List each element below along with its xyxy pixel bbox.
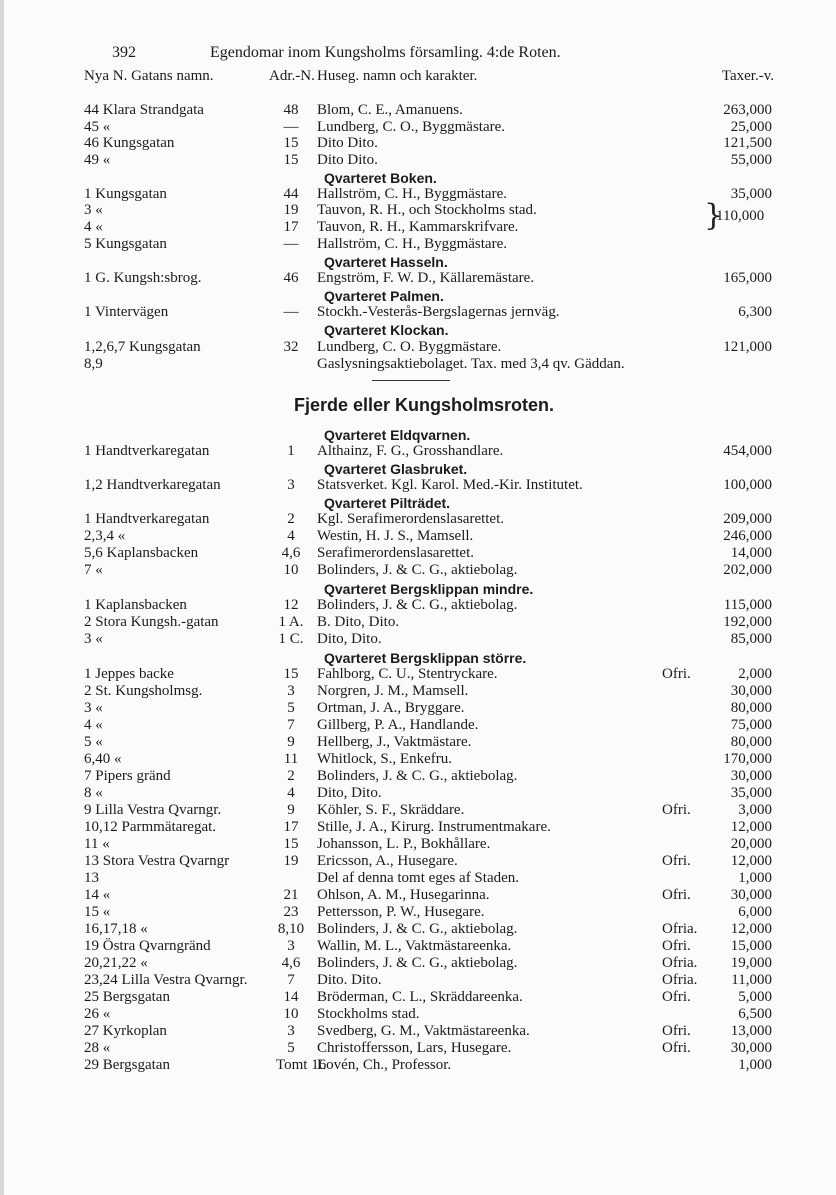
tax-value: 75,000 [730, 717, 772, 733]
ofri-mark: Ofri. [662, 887, 691, 903]
street-address: 1 Kungsgatan [84, 186, 167, 202]
ofri-mark: Ofri. [662, 1023, 691, 1039]
property-row [4, 955, 836, 972]
tax-value: 35,000 [730, 785, 772, 801]
owner-name: Ortman, J. A., Bryggare. [317, 700, 465, 716]
ofri-mark: Ofri. [662, 938, 691, 954]
brace-mark: } [704, 198, 724, 233]
brace-group-tax: 110,000 [716, 208, 765, 224]
owner-name: Hellberg, J., Vaktmästare. [317, 734, 472, 750]
tax-value: 3,000 [738, 802, 772, 818]
tax-value: 85,000 [730, 631, 772, 647]
address-number: 1 [287, 443, 295, 459]
street-address: 7 « [84, 562, 103, 578]
street-address: 13 [84, 870, 99, 886]
owner-name: Bolinders, J. & C. G., aktiebolag. [317, 597, 518, 613]
street-address: 2 St. Kungsholmsg. [84, 683, 203, 699]
street-address: 49 « [84, 152, 111, 168]
owner-name: B. Dito, Dito. [317, 614, 400, 630]
street-address: 9 Lilla Vestra Qvarngr. [84, 802, 222, 818]
owner-name: Norgren, J. M., Mamsell. [317, 683, 469, 699]
tax-value: 11,000 [731, 972, 772, 988]
property-row [4, 236, 836, 253]
address-number: 44 [283, 186, 299, 202]
owner-name: Hallström, C. H., Byggmästare. [317, 186, 507, 202]
property-row [4, 700, 836, 717]
address-number: 19 [283, 202, 299, 218]
owner-name: Stockholms stad. [317, 1006, 420, 1022]
property-row [4, 135, 836, 152]
address-number: 5 [287, 1040, 295, 1056]
quarter-heading: Qvarteret Pilträdet. [324, 495, 451, 511]
property-row [4, 339, 836, 356]
address-number: 21 [283, 887, 299, 903]
tax-value: 2,000 [738, 666, 772, 682]
tax-value: 209,000 [723, 511, 772, 527]
address-number: 15 [283, 666, 299, 682]
street-address: 7 Pipers gränd [84, 768, 171, 784]
tax-value: 6,500 [738, 1006, 772, 1022]
ofri-mark: Ofri. [662, 666, 691, 682]
owner-name: Pettersson, P. W., Husegare. [317, 904, 485, 920]
tax-value: 263,000 [723, 102, 772, 118]
owner-name: Dito, Dito. [317, 631, 382, 647]
owner-name: Dito Dito. [317, 135, 378, 151]
address-number: 48 [283, 102, 299, 118]
owner-name: Bolinders, J. & C. G., aktiebolag. [317, 955, 518, 971]
address-number: 3 [287, 1023, 295, 1039]
tax-value: 100,000 [723, 477, 772, 493]
tax-value: 55,000 [730, 152, 772, 168]
address-number: 4,6 [281, 955, 301, 971]
property-row [4, 853, 836, 870]
street-address: 5,6 Kaplansbacken [84, 545, 199, 561]
property-row [4, 304, 836, 321]
owner-name: Ohlson, A. M., Husegarinna. [317, 887, 490, 903]
address-number: 32 [283, 339, 299, 355]
property-row [4, 989, 836, 1006]
property-row [4, 819, 836, 836]
street-address: 13 Stora Vestra Qvarngr [84, 853, 230, 869]
property-row [4, 597, 836, 614]
street-address: 3 « [84, 700, 103, 716]
tax-value: 19,000 [730, 955, 772, 971]
owner-name: Blom, C. E., Amanuens. [317, 102, 463, 118]
owner-name: Tauvon, R. H., Kammarskrifvare. [317, 219, 519, 235]
address-number: 5 [287, 700, 295, 716]
quarter-heading: Qvarteret Glasbruket. [324, 461, 468, 477]
street-address: 1 G. Kungsh:sbrog. [84, 270, 202, 286]
street-address: 5 Kungsgatan [84, 236, 167, 252]
column-header-tax: Taxer.-v. [721, 68, 774, 84]
street-address: 27 Kyrkoplan [84, 1023, 167, 1039]
column-header-street: Nya N. Gatans namn. [84, 68, 214, 84]
street-address: 29 Bergsgatan [84, 1057, 170, 1073]
property-row [4, 802, 836, 819]
quarter-heading: Qvarteret Hasseln. [324, 254, 448, 270]
owner-name: Dito Dito. [317, 152, 378, 168]
tax-value: 30,000 [730, 887, 772, 903]
street-address: 1,2 Handtverkaregatan [84, 477, 221, 493]
tax-value: 13,000 [730, 1023, 772, 1039]
property-row [4, 528, 836, 545]
tax-value: 30,000 [730, 683, 772, 699]
property-row [4, 1057, 836, 1074]
street-address: 25 Bergsgatan [84, 989, 170, 1005]
property-row [4, 545, 836, 562]
street-address: 44 Klara Strandgata [84, 102, 204, 118]
owner-name: Del af denna tomt eges af Staden. [317, 870, 520, 886]
street-address: 15 « [84, 904, 111, 920]
street-address: 1 Kaplansbacken [84, 597, 187, 613]
property-row [4, 870, 836, 887]
property-list [4, 0, 836, 1195]
property-row [4, 683, 836, 700]
owner-name: Dito, Dito. [317, 785, 382, 801]
owner-name: Dito. Dito. [317, 972, 382, 988]
property-row [4, 102, 836, 119]
street-address: 45 « [84, 119, 111, 135]
tax-value: 25,000 [730, 119, 772, 135]
address-number: 19 [283, 853, 299, 869]
address-number: 15 [283, 135, 299, 151]
street-address: 6,40 « [84, 751, 122, 767]
property-row [4, 1040, 836, 1057]
address-number: 10 [283, 562, 299, 578]
owner-name: Fahlborg, C. U., Stentryckare. [317, 666, 498, 682]
tax-value: 6,300 [738, 304, 772, 320]
owner-name: Bolinders, J. & C. G., aktiebolag. [317, 562, 518, 578]
tax-value: 14,000 [730, 545, 772, 561]
tax-value: 121,500 [723, 135, 772, 151]
tax-value: 35,000 [730, 186, 772, 202]
property-row [4, 921, 836, 938]
address-number: 23 [283, 904, 299, 920]
property-row [4, 751, 836, 768]
owner-name: Serafimerordenslasarettet. [317, 545, 475, 561]
owner-name: Tauvon, R. H., och Stockholms stad. [317, 202, 537, 218]
owner-name: Lovén, Ch., Professor. [317, 1057, 452, 1073]
tax-value: 454,000 [723, 443, 772, 459]
quarter-heading: Qvarteret Eldqvarnen. [324, 427, 471, 443]
quarter-heading: Qvarteret Bergsklippan större. [324, 650, 527, 666]
tax-value: 30,000 [730, 1040, 772, 1056]
owner-name: Stockh.-Vesterås-Bergslagernas jernväg. [317, 304, 560, 320]
street-address: 8 « [84, 785, 103, 801]
quarter-heading: Qvarteret Boken. [324, 170, 437, 186]
address-number: 17 [283, 219, 299, 235]
property-row [4, 972, 836, 989]
owner-name: Kgl. Serafimerordenslasarettet. [317, 511, 505, 527]
street-address: 3 « [84, 202, 103, 218]
property-row [4, 270, 836, 287]
address-number: 3 [287, 938, 295, 954]
street-address: 4 « [84, 219, 103, 235]
street-address: 1,2,6,7 Kungsgatan [84, 339, 201, 355]
street-address: 2 Stora Kungsh.-gatan [84, 614, 219, 630]
tax-value: 20,000 [730, 836, 772, 852]
tax-value: 165,000 [723, 270, 772, 286]
owner-name: Gillberg, P. A., Handlande. [317, 717, 479, 733]
address-number: Tomt 16 [276, 1057, 327, 1073]
tax-value: 1,000 [738, 870, 772, 886]
address-number: 15 [283, 836, 299, 852]
ofri-mark: Ofri. [662, 1040, 691, 1056]
column-header-owner: Huseg. namn och karakter. [317, 68, 478, 84]
property-row [4, 152, 836, 169]
property-row [4, 938, 836, 955]
address-number: 4 [287, 785, 295, 801]
address-number: 9 [287, 802, 295, 818]
owner-name: Statsverket. Kgl. Karol. Med.-Kir. Institutet. [317, 477, 583, 493]
address-number: 4,6 [281, 545, 301, 561]
address-number: 4 [287, 528, 295, 544]
property-row [4, 511, 836, 528]
owner-name: Bolinders, J. & C. G., aktiebolag. [317, 921, 518, 937]
property-row [4, 666, 836, 683]
street-address: 1 Vintervägen [84, 304, 169, 320]
tax-value: 80,000 [730, 700, 772, 716]
page-title: Egendomar inom Kungsholms församling. 4:de Roten. [210, 44, 561, 61]
tax-value: 6,000 [738, 904, 772, 920]
owner-name: Whitlock, S., Enkefru. [317, 751, 452, 767]
owner-name: Svedberg, G. M., Vaktmästareenka. [317, 1023, 530, 1039]
property-row [4, 734, 836, 751]
owner-name: Bolinders, J. & C. G., aktiebolag. [317, 768, 518, 784]
address-number: 8,10 [277, 921, 305, 937]
street-address: 16,17,18 « [84, 921, 148, 937]
address-number: 3 [287, 477, 295, 493]
address-number: 2 [287, 511, 295, 527]
street-address: 2,3,4 « [84, 528, 126, 544]
owner-name: Bröderman, C. L., Skräddareenka. [317, 989, 523, 1005]
tax-value: 12,000 [730, 921, 772, 937]
property-row [4, 1023, 836, 1040]
ofri-mark: Ofria. [662, 955, 698, 971]
tax-value: 15,000 [730, 938, 772, 954]
address-number: 9 [287, 734, 295, 750]
page-number: 392 [112, 44, 136, 61]
tax-value: 12,000 [730, 819, 772, 835]
owner-name: Hallström, C. H., Byggmästare. [317, 236, 507, 252]
property-row [4, 887, 836, 904]
owner-name: Köhler, S. F., Skräddare. [317, 802, 465, 818]
address-number: 1 C. [278, 631, 304, 647]
street-address: 1 Handtverkaregatan [84, 511, 210, 527]
street-address: 19 Östra Qvarngränd [84, 938, 211, 954]
street-address: 1 Jeppes backe [84, 666, 174, 682]
tax-value: 30,000 [730, 768, 772, 784]
street-address: 4 « [84, 717, 103, 733]
owner-name: Ericsson, A., Husegare. [317, 853, 458, 869]
column-header-address-no: Adr.-N. [269, 68, 315, 84]
tax-value: 5,000 [738, 989, 772, 1005]
street-address: 11 « [84, 836, 110, 852]
address-number: 10 [283, 1006, 299, 1022]
owner-name: Engström, F. W. D., Källaremästare. [317, 270, 535, 286]
section-title: Fjerde eller Kungsholmsroten. [294, 395, 555, 415]
address-number: 2 [287, 768, 295, 784]
street-address: 26 « [84, 1006, 111, 1022]
owner-name: Wallin, M. L., Vaktmästareenka. [317, 938, 512, 954]
tax-value: 121,000 [723, 339, 772, 355]
owner-name: Lundberg, C. O. Byggmästare. [317, 339, 502, 355]
owner-name: Althainz, F. G., Grosshandlare. [317, 443, 504, 459]
tax-value: 192,000 [723, 614, 772, 630]
address-number: 46 [283, 270, 299, 286]
quarter-heading: Qvarteret Bergsklippan mindre. [324, 581, 534, 597]
owner-name: Christoffersson, Lars, Husegare. [317, 1040, 512, 1056]
property-row [4, 836, 836, 853]
tax-value: 170,000 [723, 751, 772, 767]
property-row [4, 614, 836, 631]
property-row [4, 1006, 836, 1023]
property-row [4, 631, 836, 648]
street-address: 14 « [84, 887, 111, 903]
ofri-mark: Ofria. [662, 972, 698, 988]
address-number: 17 [283, 819, 299, 835]
street-address: 10,12 Parmmätaregat. [84, 819, 217, 835]
quarter-heading: Qvarteret Klockan. [324, 322, 449, 338]
street-address: 1 Handtverkaregatan [84, 443, 210, 459]
owner-name: Stille, J. A., Kirurg. Instrumentmakare. [317, 819, 551, 835]
property-row [4, 785, 836, 802]
owner-name: Gaslysningsaktiebolaget. Tax. med 3,4 qv. Gäddan. [317, 356, 625, 372]
quarter-heading: Qvarteret Palmen. [324, 288, 444, 304]
street-address: 46 Kungsgatan [84, 135, 175, 151]
address-number: — [283, 119, 299, 135]
street-address: 8,9 [84, 356, 103, 372]
property-row [4, 904, 836, 921]
ofri-mark: Ofria. [662, 921, 698, 937]
property-row [4, 562, 836, 579]
owner-name: Johansson, L. P., Bokhållare. [317, 836, 491, 852]
street-address: 23,24 Lilla Vestra Qvarngr. [84, 972, 248, 988]
property-row [4, 717, 836, 734]
street-address: 28 « [84, 1040, 111, 1056]
address-number: 14 [283, 989, 299, 1005]
tax-value: 115,000 [723, 597, 772, 613]
ofri-mark: Ofri. [662, 989, 691, 1005]
tax-value: 1,000 [738, 1057, 772, 1073]
address-number: 1 A. [278, 614, 304, 630]
address-number: 11 [283, 751, 299, 767]
address-number: 7 [287, 972, 295, 988]
tax-value: 80,000 [730, 734, 772, 750]
property-row [4, 768, 836, 785]
owner-name: Westin, H. J. S., Mamsell. [317, 528, 474, 544]
owner-name: Lundberg, C. O., Byggmästare. [317, 119, 506, 135]
tax-value: 246,000 [723, 528, 772, 544]
street-address: 20,21,22 « [84, 955, 148, 971]
property-row [4, 356, 836, 373]
address-number: — [283, 304, 299, 320]
address-number: 3 [287, 683, 295, 699]
address-number: — [283, 236, 299, 252]
address-number: 12 [283, 597, 299, 613]
ofri-mark: Ofri. [662, 802, 691, 818]
tax-value: 202,000 [723, 562, 772, 578]
property-row [4, 477, 836, 494]
tax-value: 12,000 [730, 853, 772, 869]
address-number: 7 [287, 717, 295, 733]
street-address: 5 « [84, 734, 103, 750]
section-divider [372, 380, 450, 381]
property-row [4, 443, 836, 460]
ofri-mark: Ofri. [662, 853, 691, 869]
property-row [4, 119, 836, 136]
address-number: 15 [283, 152, 299, 168]
street-address: 3 « [84, 631, 103, 647]
